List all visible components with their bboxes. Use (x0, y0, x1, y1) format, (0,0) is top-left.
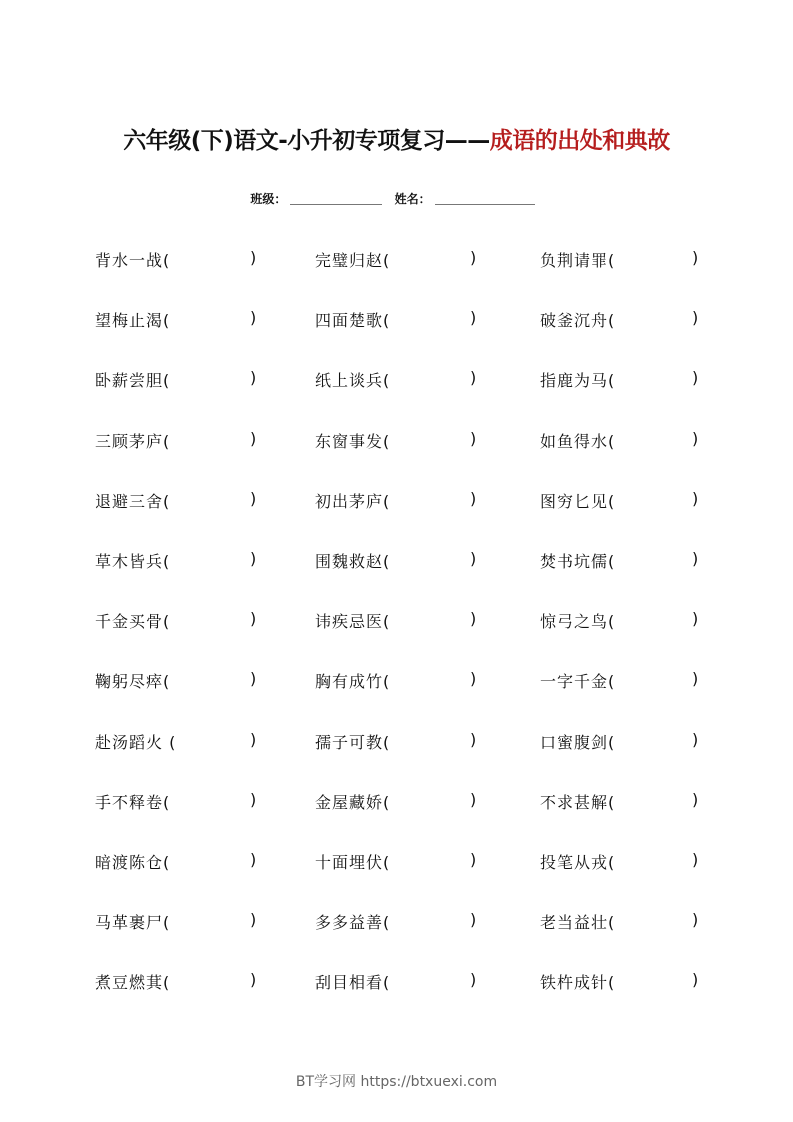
idiom-text: 孺子可教( (315, 732, 391, 752)
idiom-row (0, 549, 793, 579)
idiom-text: 赴汤蹈火 ( (95, 732, 177, 752)
answer-blank-close: ) (692, 428, 699, 448)
idiom-text: 纸上谈兵( (315, 371, 391, 391)
idiom-text: 围魏救赵( (315, 552, 391, 571)
answer-blank-close: ) (250, 669, 257, 689)
idiom-text: 图穷匕见( (540, 491, 616, 511)
answer-blank-close: ) (470, 729, 477, 749)
idiom-row (0, 669, 793, 699)
answer-blank-close: ) (470, 970, 477, 990)
idiom-text: 十面埋伏( (315, 853, 391, 872)
idiom-text: 鞠躬尽瘁( (95, 672, 171, 692)
idiom-text: 一字千金( (540, 672, 616, 692)
idiom-text: 完璧归赵( (315, 251, 391, 270)
idiom-text: 投笔从戎( (540, 853, 616, 872)
answer-blank-close: ) (470, 910, 477, 930)
answer-blank-close: ) (470, 609, 477, 629)
idiom-text: 三顾茅庐( (95, 431, 171, 451)
answer-blank-close: ) (692, 669, 699, 689)
idiom-text: 指鹿为马( (540, 371, 616, 391)
idiom-row (0, 790, 793, 820)
answer-blank-close: ) (250, 910, 257, 930)
answer-blank-close: ) (692, 729, 699, 749)
answer-blank-close: ) (470, 669, 477, 689)
idiom-row (0, 850, 793, 880)
idiom-text: 煮豆燃萁( (95, 973, 171, 993)
idiom-row (0, 970, 793, 1000)
idiom-text: 千金买骨( (95, 612, 171, 632)
idiom-text: 如鱼得水( (540, 431, 616, 451)
answer-blank-close: ) (692, 488, 699, 508)
answer-blank-close: ) (250, 428, 257, 448)
class-label: 班级： (250, 192, 287, 206)
answer-blank-close: ) (250, 609, 257, 629)
answer-blank-close: ) (692, 970, 699, 990)
idiom-row (0, 609, 793, 639)
answer-blank-close: ) (692, 308, 699, 328)
class-field[interactable] (290, 204, 382, 205)
idiom-text: 焚书坑儒( (540, 552, 616, 571)
page-title (0, 122, 793, 155)
answer-blank-close: ) (470, 488, 477, 508)
idiom-text: 惊弓之鸟( (540, 612, 616, 632)
idiom-text: 草木皆兵( (95, 552, 171, 571)
answer-blank-close: ) (250, 789, 257, 809)
answer-blank-close: ) (692, 850, 699, 869)
answer-blank-close: ) (470, 850, 477, 869)
answer-blank-close: ) (250, 970, 257, 990)
idiom-text: 金屋藏娇( (315, 792, 391, 812)
name-label: 姓名： (394, 192, 431, 206)
idiom-row (0, 368, 793, 398)
title-topic: 成语的出处和典故 (489, 128, 670, 154)
answer-blank-close: ) (692, 910, 699, 930)
idiom-text: 铁杵成针( (540, 973, 616, 993)
idiom-text: 卧薪尝胆( (95, 371, 171, 391)
answer-blank-close: ) (470, 368, 477, 388)
idiom-text: 不求甚解( (540, 792, 616, 812)
idiom-text: 胸有成竹( (315, 672, 391, 692)
title-main: 六年级(下)语文-小升初专项复习—— (123, 128, 490, 154)
student-info (0, 190, 793, 207)
footer-watermark: BT学习网 https://btxuexi.com (295, 1074, 498, 1090)
idiom-text: 破釜沉舟( (540, 311, 616, 331)
answer-blank-close: ) (692, 789, 699, 809)
idiom-text: 手不释卷( (95, 792, 171, 812)
idiom-row (0, 730, 793, 760)
idiom-row (0, 910, 793, 940)
idiom-text: 刮目相看( (315, 973, 391, 993)
answer-blank-close: ) (250, 248, 257, 267)
answer-blank-close: ) (250, 368, 257, 388)
idiom-text: 马革裹尸( (95, 913, 171, 933)
idiom-text: 负荆请罪( (540, 251, 616, 270)
idiom-text: 四面楚歌( (315, 311, 391, 331)
idiom-text: 多多益善( (315, 913, 391, 933)
answer-blank-close: ) (692, 368, 699, 388)
answer-blank-close: ) (470, 308, 477, 328)
answer-blank-close: ) (250, 729, 257, 749)
idiom-text: 讳疾忌医( (315, 612, 391, 632)
idiom-row (0, 248, 793, 278)
idiom-row (0, 429, 793, 459)
answer-blank-close: ) (692, 549, 699, 568)
idiom-row (0, 308, 793, 338)
idiom-text: 望梅止渴( (95, 311, 171, 331)
idiom-text: 老当益壮( (540, 913, 616, 933)
answer-blank-close: ) (692, 609, 699, 629)
idiom-row (0, 489, 793, 519)
idiom-text: 口蜜腹剑( (540, 732, 616, 752)
answer-blank-close: ) (470, 248, 477, 267)
answer-blank-close: ) (250, 549, 257, 568)
answer-blank-close: ) (692, 248, 699, 267)
idiom-text: 退避三舍( (95, 491, 171, 511)
answer-blank-close: ) (250, 850, 257, 869)
idiom-text: 暗渡陈仓( (95, 853, 171, 872)
answer-blank-close: ) (470, 428, 477, 448)
idiom-text: 初出茅庐( (315, 491, 391, 511)
idiom-text: 东窗事发( (315, 431, 391, 451)
answer-blank-close: ) (250, 488, 257, 508)
answer-blank-close: ) (470, 549, 477, 568)
idiom-text: 背水一战( (95, 251, 171, 270)
name-field[interactable] (435, 204, 535, 205)
answer-blank-close: ) (250, 308, 257, 328)
answer-blank-close: ) (470, 789, 477, 809)
